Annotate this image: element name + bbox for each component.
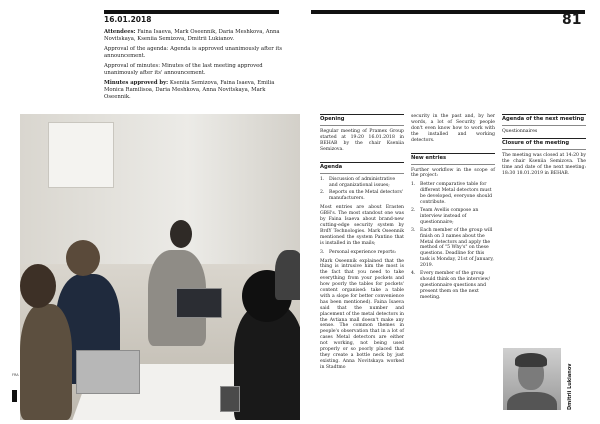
agenda-body-2: Mark Oseennik explained that the thing is intrusive him the most is the fact that you need to take everything from your pockets and how poorly the tables for pockets' content organised: take a table with a slope for better convenience has been mentioned). Faina Isaeva said that the number and placement of the metal detectors in the Avtiana mall doesn't make any sense. The common themes in people's observation that in a lot of cases Metal detectors are either not working, not being used properly or so poorly placed that they create a bottle neck by just existing. Anna Novitskaya worked in Stadtmo [320, 258, 404, 370]
top-rule-left [104, 10, 279, 14]
photo-person-head [20, 264, 56, 308]
list-text: Personal experience reports: [329, 249, 397, 255]
column-new-entries [411, 114, 495, 304]
list-number: 2. [320, 190, 325, 196]
list-item [320, 250, 404, 256]
agenda-approval: Approval of the agenda: Agenda is approved unanimously after its announcement. [104, 46, 283, 59]
list-item [320, 177, 404, 189]
attendees-label: Attendees: [104, 29, 136, 35]
approved-by-label: Minutes approved by: [104, 80, 169, 86]
minutes-approval: Approval of minutes: Minutes of the last meeting approved unanimously after its' announcement. [104, 63, 263, 76]
workflow-list [411, 182, 495, 300]
portrait-caption [567, 350, 577, 410]
list-number: 4. [411, 271, 416, 277]
photo-person [20, 304, 72, 420]
new-entries-heading: New entries [411, 153, 495, 165]
list-text: Every member of the group should think on the interview/ questionnaire questions and present them on the next meeting. [420, 271, 491, 300]
list-number: 1. [411, 182, 416, 188]
photo-laptop [76, 350, 140, 394]
side-marker-bar [12, 390, 17, 402]
portrait-hair [515, 353, 547, 367]
portrait-body [507, 392, 557, 410]
portrait-name: Dmitrii Lukianov [567, 363, 573, 410]
list-text: Better comparative table for different Metal detectors must be developed, everyone should contribute. [420, 182, 493, 206]
list-text: Reports on the Metal detectors' manufacturers. [329, 190, 404, 202]
closure-heading: Closure of the meeting [502, 138, 586, 150]
approved-by-line [104, 80, 290, 101]
photo-side-caption: FRA [12, 373, 19, 377]
next-agenda-text: Questionnaires [502, 129, 538, 134]
agenda-heading: Agenda [320, 162, 404, 174]
column-next-meeting [502, 114, 586, 180]
page-number: 81 [562, 12, 582, 28]
meeting-summary [104, 29, 290, 104]
list-item [411, 271, 495, 301]
opening-heading: Opening [320, 114, 404, 126]
next-agenda-heading: Agenda of the next meeting [502, 114, 586, 126]
list-text: Team Avellis compose an interview instead of questionnaire; [420, 207, 479, 225]
approved-by-list: Kseniia Semizova, Faina Isaeva, Emilia Monica Ramilisoa, Daria Meshkova, Anna Novitskaya, Mark Oseennik. [104, 80, 275, 100]
meeting-date: 16.01.2018 [104, 15, 152, 24]
new-entries-text: Further workflow in the scope of the project: [411, 167, 495, 179]
top-rule-right [311, 10, 585, 14]
list-number: 2. [411, 207, 416, 213]
column-opening [320, 114, 404, 374]
photo-laptop [176, 288, 222, 318]
attendees-line [104, 29, 290, 43]
list-item [320, 190, 404, 202]
meeting-photo [20, 114, 300, 420]
list-number: 1. [320, 176, 325, 182]
list-item [411, 228, 495, 269]
attendees-list: Faina Isaeva, Mark Oseennik, Daria Meshkova, Anna Novitskaya, Kseniia Semizova, Dmitrii Lukianov. [104, 29, 280, 42]
body-continued: security in the past and, by her words, a lot of Security people don't even know how to work with the installed and working detectors. [411, 114, 495, 143]
photo-person-head [170, 220, 192, 248]
photo-laptop [220, 386, 240, 412]
photo-person [275, 250, 300, 300]
list-item [411, 182, 495, 206]
agenda-body-1: Most entries are about Erasten GBH's. The most standout one was by Faina Isaeva about brand-new cutting-edge security system by BrdY Technologies. Mark Oseennik mentioned the system Pantino that is installed in the mails; [320, 205, 404, 246]
agenda-list [320, 177, 404, 203]
photo-projection-screen [48, 122, 114, 188]
list-item [411, 208, 495, 226]
list-number: 3. [411, 227, 416, 233]
list-number: 3. [320, 249, 325, 255]
list-text: Each member of the group will finish on 3 names about the Metal detectors and apply the method of "5 Why's" on these questions. Deadline for this task is Monday, 21st of January, 2019. [420, 227, 494, 269]
photo-person-head [66, 240, 100, 276]
list-text: Discussion of administrative and organizational issues; [329, 176, 396, 188]
agenda-list-cont [320, 250, 404, 256]
opening-text: Regular meeting of Pramex Group started at 19:20 16.01.2018 in BEHAB by the chair Kseniia Semizova. [320, 129, 404, 152]
portrait-photo [503, 348, 561, 410]
closure-text: The meeting was closed at 14:20 by the chair Kseniia Semizova. The time and date of the next meeting: 18:30 18.01.2019 in BEHAB. [502, 152, 586, 176]
